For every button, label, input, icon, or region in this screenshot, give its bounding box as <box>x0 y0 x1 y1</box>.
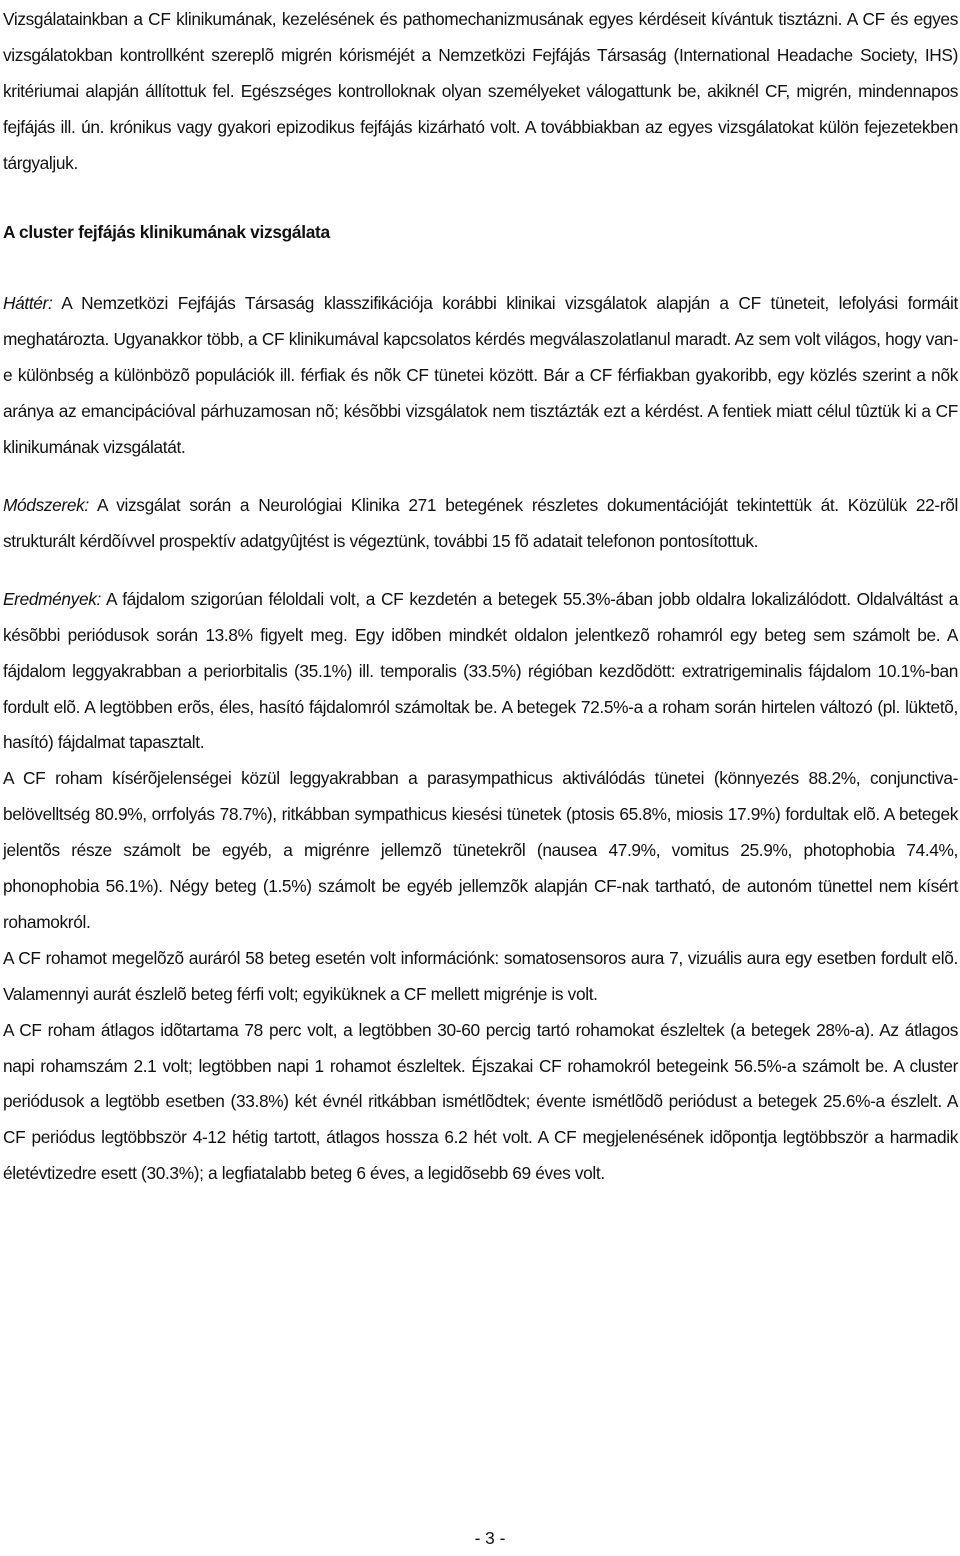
results-paragraph <box>3 582 958 762</box>
methods-text: A vizsgálat során a Neurológiai Klinika 271 betegének részletes dokumentációját tekintettük át. Közülük 22-rõl strukturált kérdõívvel prospektív adatgyûjtést is végeztünk, további 15 fõ adatait telefonon pontosítottuk. <box>3 494 958 551</box>
methods-paragraph <box>3 488 958 560</box>
duration-paragraph: A CF roham átlagos idõtartama 78 perc volt, a legtöbben 30-60 percig tartó rohamokat észleltek (a betegek 28%-a). Az átlagos napi rohamszám 2.1 volt; legtöbben napi 1 rohamot észleltek. Éjszakai CF rohamokról betegeink 56.5%-a számolt be. A cluster periódusok a legtöbb esetben (33.8%) két évnél ritkábban ismétlõdtek; évente ismétlõdõ periódust a betegek 25.6%-a észlelt. A CF periódus legtöbbször 4-12 hétig tartott, átlagos hossza 6.2 hét volt. A CF megjelenésének idõpontja legtöbbször a harmadik életévtizedre esett (30.3%); a legfiatalabb beteg 6 éves, a legidõsebb 69 éves volt. <box>3 1019 958 1184</box>
symptoms-paragraph: A CF roham kísérõjelenségei közül leggyakrabban a parasympathicus aktiválódás tünetei (könnyezés 88.2%, conjunctiva-belövelltség 80.9%, orrfolyás 78.7%), ritkábban sympathicus kiesési tünetek (ptosis 65.8%, miosis 17.9%) fordultak elõ. A betegek jelentõs része számolt be egyéb, a migrénre jellemzõ tünetekrõl (nausea 47.9%, vomitus 25.9%, photophobia 74.4%, phonophobia 56.1%). Négy beteg (1.5%) számolt be egyéb jellemzõk alapján CF-nak tartható, de autonóm tünettel nem kísért rohamokról. <box>3 768 958 932</box>
background-label: Háttér: <box>3 293 53 314</box>
background-text: A Nemzetközi Fejfájás Társaság klasszifikációja korábbi klinikai vizsgálatok alapján a CF tüneteit, lefolyási formáit meghatározta. Ugyanakkor több, a CF klinikumával kapcsolatos kérdés megválaszolatlanul maradt. Az sem volt világos, hogy van-e különbség a különbözõ populációk ill. férfiak és nõk CF tünetei között. Bár a CF férfiakban gyakoribb, egy közlés szerint a nõk aránya az emancipációval párhuzamosan nõ; késõbbi vizsgálatok nem tisztázták ezt a kérdést. A fentiek miatt célul tûztük ki a CF klinikumának vizsgálatát. <box>3 293 958 458</box>
intro-paragraph: Vizsgálatainkban a CF klinikumának, kezelésének és pathomechanizmusának egyes kérdéseit kívántuk tisztázni. A CF és egyes vizsgálatokban kontrollként szereplõ migrén kórisméjét a Nemzetközi Fejfájás Társaság (International Headache Society, IHS) kritériumai alapján állítottuk fel. Egészséges kontrolloknak olyan személyeket válogattunk be, akiknél CF, migrén, mindennapos fejfájás ill. ún. krónikus vagy gyakori epizodikus fejfájás kizárható volt. A továbbiakban az egyes vizsgálatokat külön fejezetekben tárgyaljuk. <box>3 9 958 173</box>
results-text: A fájdalom szigorúan féloldali volt, a CF kezdetén a betegek 55.3%-ában jobb oldalra lokalizálódott. Oldalváltást a késõbbi periódusok során 13.8% figyelt meg. Egy idõben mindkét oldalon jelentkezõ rohamról egy beteg sem számolt be. A fájdalom leggyakrabban a periorbitalis (35.1%) ill. temporalis (33.5%) régióban kezdõdött: extratrigeminalis fájdalom 10.1%-ban fordult elõ. A legtöbben erõs, éles, hasító fájdalomról számoltak be. A betegek 72.5%-a a roham során hirtelen változó (pl. lüktetõ, hasító) fájdalmat tapasztalt. <box>3 588 958 753</box>
background-paragraph <box>3 286 958 466</box>
results-label: Eredmények: <box>3 588 101 609</box>
page-number: - 3 - <box>474 1528 506 1548</box>
section-heading: A cluster fejfájás klinikumának vizsgálata <box>3 221 330 242</box>
methods-label: Módszerek: <box>3 494 89 515</box>
aura-paragraph: A CF rohamot megelõzõ auráról 58 beteg esetén volt információnk: somatosensoros aura 7, vizuális aura egy esetben fordult elõ. Valamennyi aurát észlelõ beteg férfi volt; egyiküknek a CF mellett migrénje is volt. <box>3 947 958 1004</box>
